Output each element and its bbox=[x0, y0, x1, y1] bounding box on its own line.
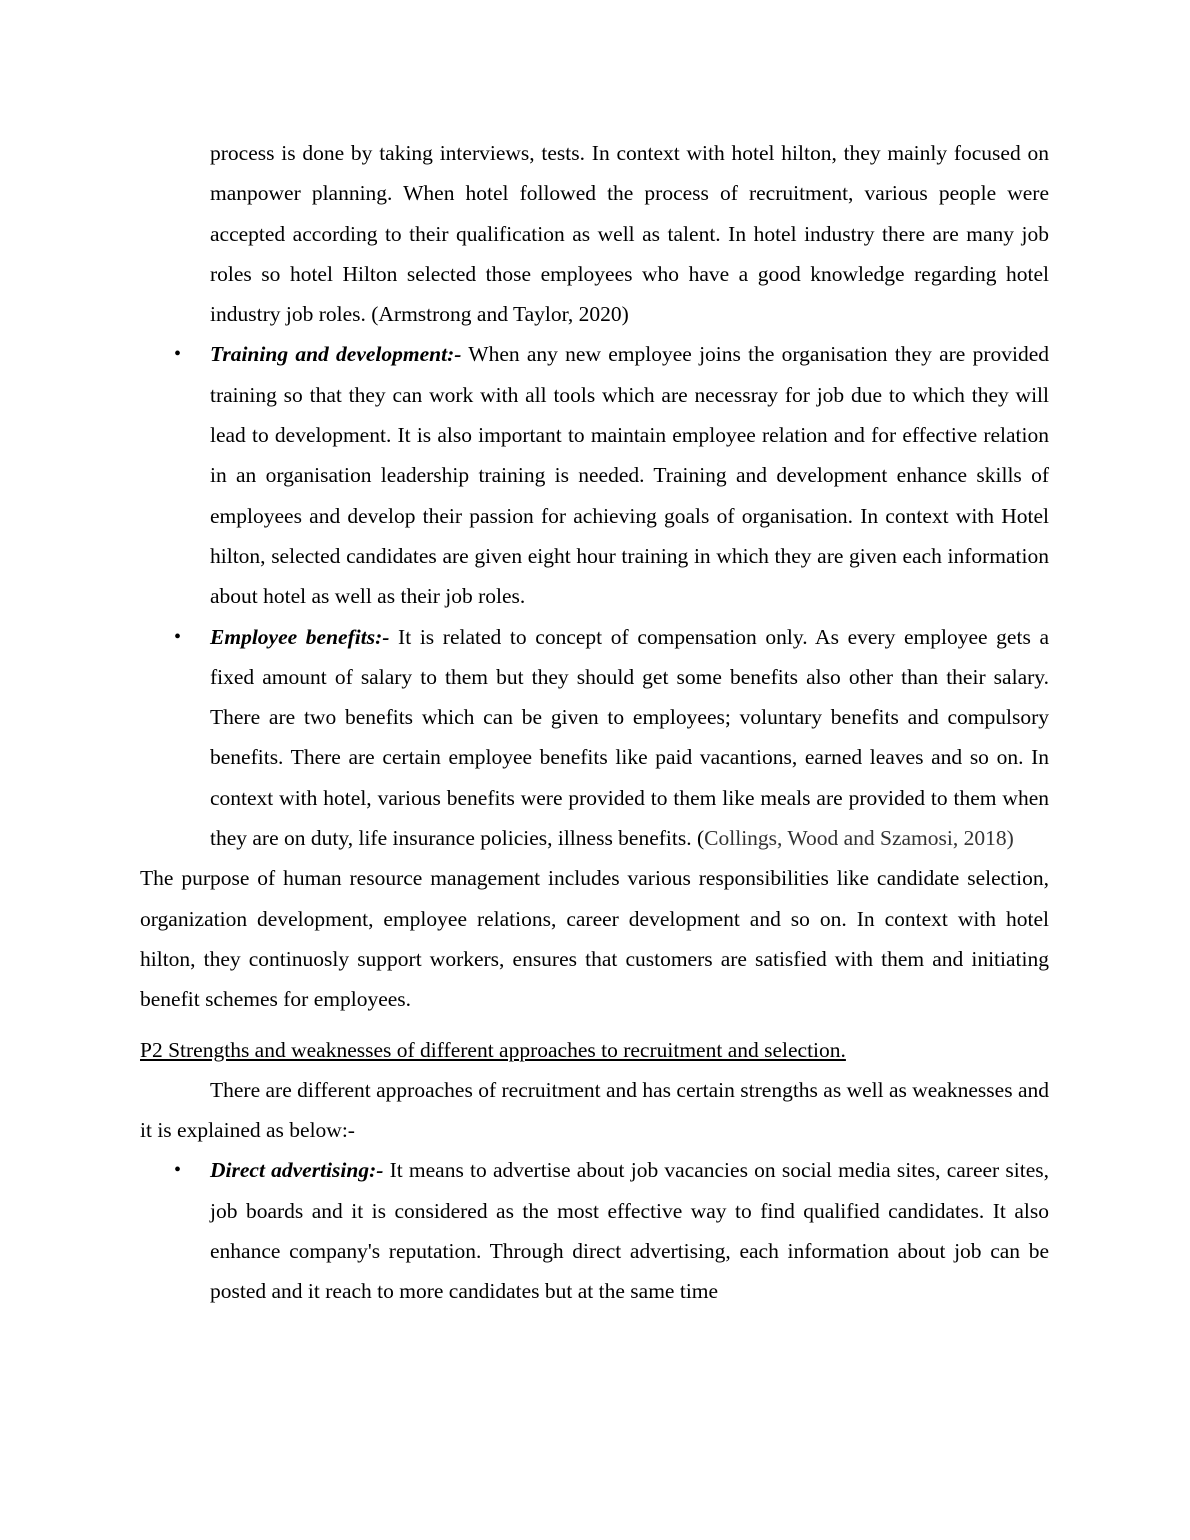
bullet-icon: • bbox=[174, 625, 182, 648]
list-item-text bbox=[210, 617, 1049, 859]
continuation-paragraph: process is done by taking interviews, tests. In context with hotel hilton, they mainly focused on manpower planning. When hotel followed the process of recruitment, various people were accepted according to their qualification as well as talent. In hotel industry there are many job roles so hotel Hilton selected those employees who have a good knowledge regarding hotel industry job roles. (Armstrong and Taylor, 2020) bbox=[210, 141, 1049, 327]
list-item-training bbox=[140, 334, 1049, 616]
list-item-text bbox=[210, 334, 1049, 616]
term-label: Employee benefits:- bbox=[210, 624, 390, 649]
list-item-employee-benefits bbox=[140, 617, 1049, 859]
document-page bbox=[140, 133, 1049, 1312]
term-description: When any new employee joins the organisation they are provided training so that they can work with all tools which are necessray for job due to which they will lead to development. It is also important to maintain employee relation and for effective relation in an organisation leadership training is needed. Training and development enhance skills of employees and develop their passion for achieving goals of organisation. In context with Hotel hilton, selected candidates are given eight hour training in which they are given each information about hotel as well as their job roles. bbox=[210, 342, 1050, 609]
bullet-icon: • bbox=[174, 1159, 182, 1182]
purpose-paragraph: The purpose of human resource management includes various responsibilities like candidate selection, organization development, employee relations, career development and so on. In context with hotel hilton, they continuosly support workers, ensures that customers are satisfied with them and initiating benefit schemes for employees. bbox=[140, 866, 1049, 1012]
term-label: Direct advertising:- bbox=[210, 1158, 384, 1183]
list-item-direct-advertising bbox=[140, 1150, 1049, 1311]
term-description: It means to advertise about job vacancies on social media sites, career sites, job boards and it is considered as the most effective way to find qualified candidates. It also enhance company's reputation. Through direct advertising, each information about job can be posted and it reach to more candidates but at the same time bbox=[210, 1158, 1049, 1304]
term-description: It is related to concept of compensation only. As every employee gets a fixed amount of salary to them but they should get some benefits also other than their salary. There are two benefits which can be given to employees; voluntary benefits and compulsory benefits. There are certain employee benefits like paid vacantions, earned leaves and so on. In context with hotel, various benefits were provided to them like meals are provided to them when they are on duty, life insurance policies, illness benefits. ( bbox=[210, 624, 1049, 851]
term-label: Training and development:- bbox=[210, 342, 462, 367]
citation: Collings, Wood and Szamosi, 2018) bbox=[704, 826, 1014, 851]
list-item-text bbox=[210, 1150, 1049, 1311]
intro-paragraph: There are different approaches of recruitment and has certain strengths as well as weaknesses and it is explained as below:- bbox=[140, 1077, 1049, 1143]
bullet-icon: • bbox=[174, 343, 182, 366]
section-heading: P2 Strengths and weaknesses of different approaches to recruitment and selection. bbox=[140, 1037, 846, 1062]
